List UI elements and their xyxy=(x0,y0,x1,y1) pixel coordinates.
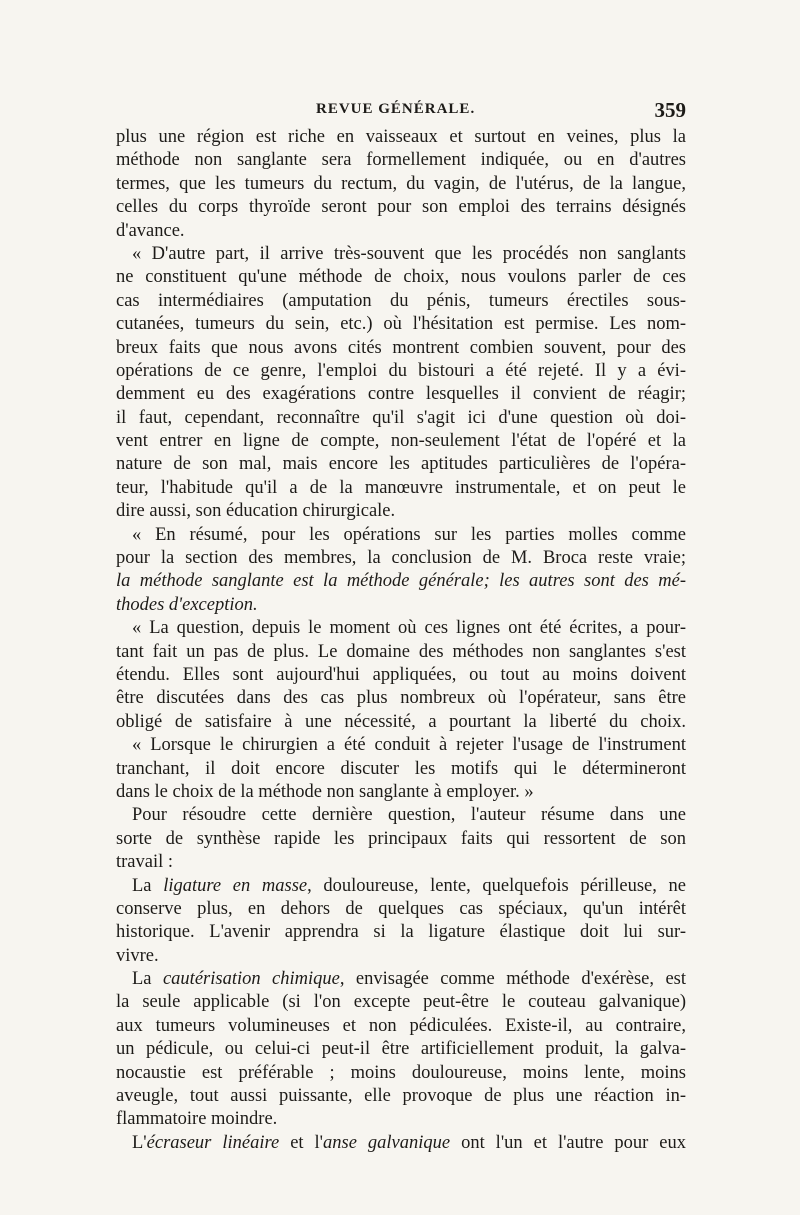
text-line: tranchant, il doit encore discuter les motifs qui le détermineront xyxy=(116,758,686,779)
emphasis: ligature en masse xyxy=(163,875,308,896)
text-run: et l' xyxy=(279,1132,323,1153)
text-line xyxy=(116,1132,686,1155)
text-line xyxy=(116,968,686,991)
text-line: « La question, depuis le moment où ces lignes ont été écrites, a pour- xyxy=(132,618,686,639)
text-line: vent entrer en ligne de compte, non-seulement l'état de l'opéré et la xyxy=(116,431,686,452)
text-line: historique. L'avenir apprendra si la ligature élastique doit lui sur- xyxy=(116,922,686,943)
text-line: demment eu des exagérations contre lesquelles il convient de réagir; xyxy=(116,384,686,405)
text-line: aveugle, tout aussi puissante, elle provoque de plus une réaction in- xyxy=(116,1086,686,1107)
emphasis: cautérisation chimique xyxy=(162,969,340,990)
text-line: étendu. Elles sont aujourd'hui appliquées, ou tout au moins doivent xyxy=(116,664,686,685)
text-run: La xyxy=(132,969,163,990)
text-line: d'avance. xyxy=(116,220,185,241)
text-run: La xyxy=(132,875,164,896)
text-line: termes, que les tumeurs du rectum, du vagin, de l'utérus, de la langue, xyxy=(116,173,686,194)
text-line: plus une région est riche en vaisseaux et surtout en veines, plus la xyxy=(116,127,686,147)
text-line: teur, l'habitude qu'il a de la manœuvre instrumentale, et on peut le xyxy=(116,477,686,498)
text-line: la seule applicable (si l'on excepte peut-être le couteau galvanique) xyxy=(116,992,686,1013)
running-head xyxy=(116,98,686,125)
text-line: sorte de synthèse rapide les principaux faits qui ressortent de son xyxy=(116,828,686,849)
text-line: un pédicule, ou celui-ci peut-il être artificiellement produit, la galva- xyxy=(116,1039,686,1060)
text-line: cas intermédiaires (amputation du pénis, tumeurs érectiles sous- xyxy=(116,290,686,311)
text-line: tant fait un pas de plus. Le domaine des méthodes non sanglantes s'est xyxy=(116,641,686,662)
text-line: dans le choix de la méthode non sanglante à employer. » xyxy=(116,781,534,802)
emphasis: écraseur linéaire xyxy=(146,1132,280,1153)
emphasis: anse galvanique xyxy=(323,1132,451,1153)
text-line: ne constituent qu'une méthode de choix, nous voulons parler de ces xyxy=(116,267,686,288)
text-line: flammatoire moindre. xyxy=(116,1109,278,1130)
text-run: L' xyxy=(132,1132,147,1153)
text-run: , envisagée comme méthode d'exérèse, est xyxy=(339,969,686,990)
text-line: opérations de ce genre, l'emploi du bistouri a été rejeté. Il y a évi- xyxy=(116,360,686,381)
text-line: vivre. xyxy=(116,945,159,966)
text-line: être discutées dans des cas plus nombreux où l'opérateur, sans être xyxy=(116,688,686,709)
text-line: celles du corps thyroïde seront pour son emploi des terrains désignés xyxy=(116,197,686,218)
text-line: méthode non sanglante sera formellement indiquée, ou en d'autres xyxy=(116,150,686,171)
text-line: « Lorsque le chirurgien a été conduit à rejeter l'usage de l'instrument xyxy=(132,735,686,756)
text-line: cutanées, tumeurs du sein, etc.) où l'hésitation est permise. Les nom- xyxy=(116,314,686,335)
text-line: il faut, cependant, reconnaître qu'il s'agit ici d'une question où doi- xyxy=(116,407,686,428)
page-number: 359 xyxy=(654,98,686,122)
text-line: dire aussi, son éducation chirurgicale. xyxy=(116,501,396,522)
text-line: Pour résoudre cette dernière question, l'auteur résume dans une xyxy=(132,805,686,826)
text-line: travail : xyxy=(116,852,174,873)
text-line: pour la section des membres, la conclusion de M. Broca reste vraie; xyxy=(116,548,686,569)
text-line-italic: la méthode sanglante est la méthode générale; les autres sont des mé- xyxy=(116,571,686,592)
running-title: REVUE GÉNÉRALE. xyxy=(316,101,476,117)
text-line: nocaustie est préférable ; moins douloureuse, moins lente, moins xyxy=(116,1062,686,1083)
text-line xyxy=(116,875,686,898)
text-line: nature de son mal, mais encore les aptitudes particulières de l'opéra- xyxy=(116,454,686,475)
text-line: conserve plus, en dehors de quelques cas spéciaux, qu'un intérêt xyxy=(116,898,686,919)
text-run: ont l'un et l'autre pour eux xyxy=(450,1132,686,1153)
text-line: aux tumeurs volumineuses et non pédiculées. Existe-il, au contraire, xyxy=(116,1015,686,1036)
text-line: « D'autre part, il arrive très-souvent que les procédés non sanglants xyxy=(132,243,686,264)
text-line: obligé de satisfaire à une nécessité, a pourtant la liberté du choix. xyxy=(116,711,686,732)
text-line: breux faits que nous avons cités montrent combien souvent, pour des xyxy=(116,337,686,358)
body-text xyxy=(116,126,686,1155)
text-run: , douloureuse, lente, quelquefois périlleuse, ne xyxy=(307,875,687,896)
text-line-italic: thodes d'exception. xyxy=(116,594,258,615)
text-line: « En résumé, pour les opérations sur les parties molles comme xyxy=(132,524,686,545)
